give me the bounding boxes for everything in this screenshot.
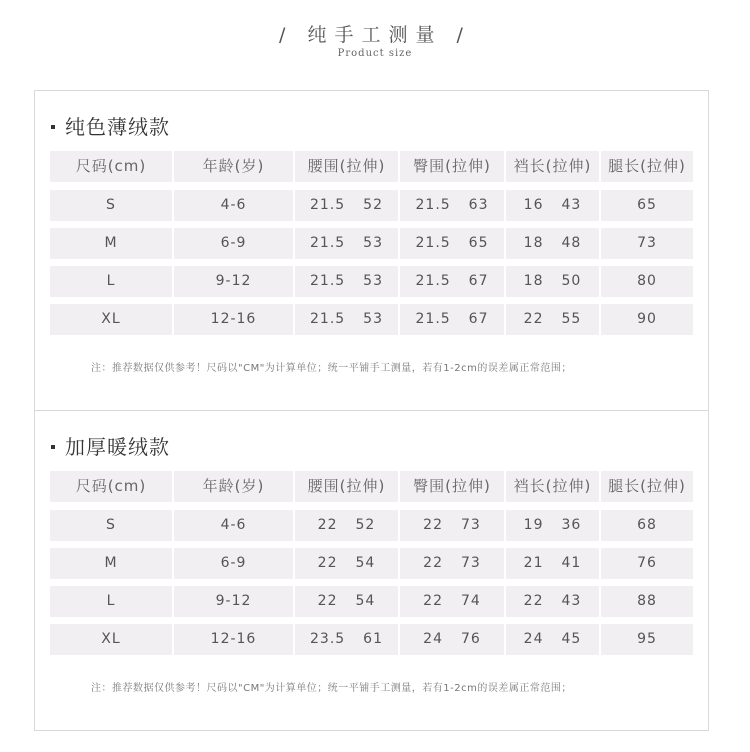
hip-cell-a: 22 [423,555,443,571]
waist-cell [295,510,398,541]
waist-cell-b: 53 [363,235,383,251]
column-header: 尺码(cm) [50,471,172,502]
rise-cell-a: 22 [523,593,544,609]
leg-cell: 90 [601,304,693,335]
rise-cell-b: 43 [561,197,582,213]
waist-cell-b: 61 [363,631,383,647]
measurement-note: 注：推荐数据仅供参考！尺码以"CM"为计算单位；统一平铺手工测量，若有1-2cm的误差属正常范围； [91,683,572,694]
size-cell: XL [50,304,172,335]
section-title-text: 加厚暖绒款 [65,435,170,459]
age-cell: 12-16 [174,304,293,335]
rise-cell [506,304,599,335]
column-header: 尺码(cm) [50,151,172,182]
column-header: 年龄(岁) [174,151,293,182]
leg-cell: 68 [601,510,693,541]
hip-cell [400,586,504,617]
leg-cell: 65 [601,190,693,221]
column-header: 裆长(拉伸) [506,151,599,182]
rise-cell-a: 21 [523,555,544,571]
leg-cell: 88 [601,586,693,617]
waist-cell [295,304,398,335]
rise-cell-b: 55 [561,311,582,327]
age-cell: 6-9 [174,228,293,259]
size-section-thick-fleece [34,410,709,731]
bullet-icon [51,445,55,449]
hip-cell-b: 74 [461,593,481,609]
waist-cell-b: 53 [363,311,383,327]
rise-cell-a: 18 [523,273,544,289]
waist-cell-b: 52 [355,517,376,533]
section-title-text: 纯色薄绒款 [65,115,170,139]
column-header: 腿长(拉伸) [601,151,693,182]
age-cell: 4-6 [174,190,293,221]
age-cell: 12-16 [174,624,293,655]
hip-cell-b: 67 [468,311,489,327]
waist-cell [295,624,398,655]
column-header: 腰围(拉伸) [295,151,398,182]
hip-cell-a: 21.5 [415,197,451,213]
hip-cell-b: 76 [461,631,481,647]
size-cell: L [50,586,172,617]
age-cell: 6-9 [174,548,293,579]
waist-cell-a: 22 [317,593,338,609]
waist-cell [295,228,398,259]
age-cell: 9-12 [174,266,293,297]
waist-cell-a: 21.5 [310,273,346,289]
age-cell: 9-12 [174,586,293,617]
leg-cell: 80 [601,266,693,297]
waist-cell [295,548,398,579]
size-cell: M [50,228,172,259]
waist-cell-b: 54 [355,555,376,571]
hip-cell-b: 73 [461,517,481,533]
column-header: 裆长(拉伸) [506,471,599,502]
rise-cell-a: 18 [523,235,544,251]
measurement-note: 注：推荐数据仅供参考！尺码以"CM"为计算单位；统一平铺手工测量，若有1-2cm的误差属正常范围； [91,363,572,374]
rise-cell-b: 45 [561,631,582,647]
waist-cell-b: 52 [363,197,383,213]
column-header: 臀围(拉伸) [400,151,504,182]
hip-cell [400,304,504,335]
leg-cell: 73 [601,228,693,259]
rise-cell [506,228,599,259]
hip-cell-b: 63 [468,197,489,213]
leg-cell: 95 [601,624,693,655]
waist-cell-a: 22 [317,517,338,533]
rise-cell-b: 41 [561,555,582,571]
rise-cell [506,624,599,655]
rise-cell [506,190,599,221]
hip-cell [400,190,504,221]
waist-cell [295,586,398,617]
age-cell: 4-6 [174,510,293,541]
column-header: 年龄(岁) [174,471,293,502]
rise-cell-b: 48 [561,235,582,251]
rise-cell [506,586,599,617]
section-title [51,431,170,460]
waist-cell-b: 54 [355,593,376,609]
waist-cell-b: 53 [363,273,383,289]
size-cell: S [50,510,172,541]
column-header: 腰围(拉伸) [295,471,398,502]
hip-cell-b: 73 [461,555,481,571]
hip-cell [400,266,504,297]
size-section-thin-fleece [34,90,709,411]
hip-cell-a: 22 [423,517,443,533]
size-cell: S [50,190,172,221]
size-cell: XL [50,624,172,655]
waist-cell-a: 23.5 [310,631,346,647]
rise-cell [506,510,599,541]
rise-cell [506,266,599,297]
hip-cell-a: 24 [423,631,443,647]
section-title [51,111,170,140]
rise-cell-a: 24 [523,631,544,647]
hip-cell-a: 21.5 [415,273,451,289]
hip-cell-b: 67 [468,273,489,289]
page-title: / 纯手工测量 / [279,24,471,46]
rise-cell-b: 36 [561,517,582,533]
size-cell: L [50,266,172,297]
column-header: 臀围(拉伸) [400,471,504,502]
column-header: 腿长(拉伸) [601,471,693,502]
rise-cell [506,548,599,579]
waist-cell-a: 21.5 [310,235,346,251]
waist-cell [295,190,398,221]
hip-cell-a: 22 [423,593,443,609]
waist-cell-a: 21.5 [310,197,346,213]
hip-cell-a: 21.5 [415,311,451,327]
rise-cell-a: 16 [523,197,544,213]
hip-cell [400,228,504,259]
rise-cell-a: 19 [523,517,544,533]
page-subtitle: Product size [337,48,413,59]
rise-cell-b: 50 [561,273,582,289]
size-cell: M [50,548,172,579]
rise-cell-a: 22 [523,311,544,327]
rise-cell-b: 43 [561,593,582,609]
hip-cell-a: 21.5 [415,235,451,251]
hip-cell-b: 65 [468,235,489,251]
leg-cell: 76 [601,548,693,579]
waist-cell-a: 21.5 [310,311,346,327]
hip-cell [400,624,504,655]
bullet-icon [51,125,55,129]
waist-cell-a: 22 [317,555,338,571]
waist-cell [295,266,398,297]
hip-cell [400,548,504,579]
hip-cell [400,510,504,541]
